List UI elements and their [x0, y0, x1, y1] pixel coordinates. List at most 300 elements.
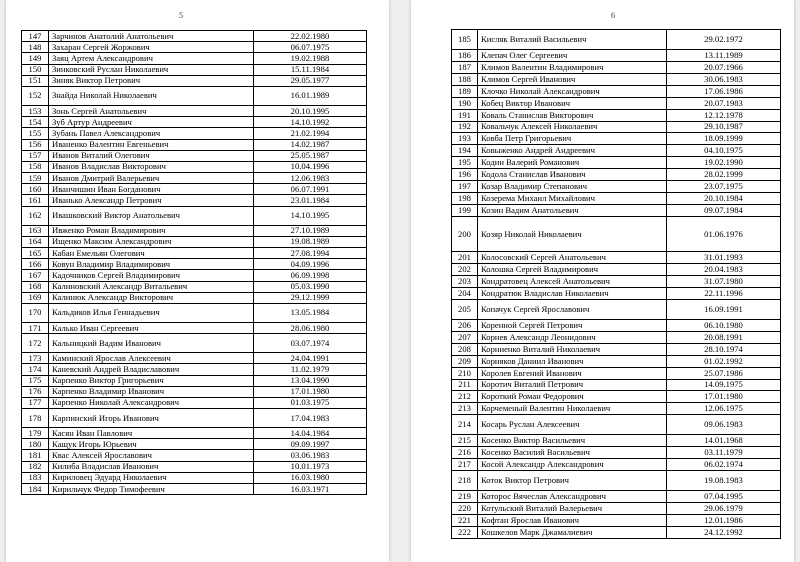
table-row	[452, 133, 781, 145]
birth-date: 22.11.1996	[667, 288, 781, 300]
birth-date: 13.11.1989	[667, 50, 781, 62]
birth-date: 09.07.1984	[667, 204, 781, 216]
person-name: Кальницкий Вадим Иванович	[49, 334, 254, 353]
table-row	[452, 331, 781, 343]
row-number: 173	[22, 353, 49, 364]
table-row	[452, 180, 781, 192]
person-name: Ивженко Роман Владимирович	[49, 225, 254, 236]
person-name: Калинюк Александр Викторович	[49, 292, 254, 303]
birth-date: 24.12.1992	[667, 526, 781, 538]
person-name: Коваль Станислав Викторович	[478, 109, 667, 121]
table-row	[22, 53, 367, 64]
person-name: Иванов Дмитрий Валерьевич	[49, 173, 254, 184]
birth-date: 20.04.1983	[667, 264, 781, 276]
person-name: Кабан Емельян Олегович	[49, 248, 254, 259]
row-number: 202	[452, 264, 478, 276]
row-number: 216	[452, 447, 478, 459]
row-number: 208	[452, 343, 478, 355]
person-name: Иванько Александр Петрович	[49, 195, 254, 206]
table-row	[22, 195, 367, 206]
birth-date: 24.04.1991	[254, 353, 367, 364]
table-row	[22, 117, 367, 128]
birth-date: 29.06.1979	[667, 503, 781, 515]
birth-date: 13.05.1984	[254, 303, 367, 322]
table-row	[22, 150, 367, 161]
person-name: Зонь Сергей Анатольевич	[49, 105, 254, 116]
birth-date: 31.07.1980	[667, 276, 781, 288]
person-name: Козин Вадим Анатольевич	[478, 204, 667, 216]
table-row	[452, 204, 781, 216]
birth-date: 29.10.1987	[667, 121, 781, 133]
person-name: Косенко Василий Васильевич	[478, 447, 667, 459]
birth-date: 05.03.1990	[254, 281, 367, 292]
row-number: 153	[22, 105, 49, 116]
birth-date: 21.02.1994	[254, 128, 367, 139]
page-number: 6	[611, 11, 615, 20]
birth-date: 12.12.1978	[667, 109, 781, 121]
birth-date: 16.03.1971	[254, 484, 367, 495]
person-name: Кириловец Эдуард Николаевич	[49, 472, 254, 483]
birth-date: 19.08.1983	[667, 471, 781, 491]
table-row	[452, 459, 781, 471]
birth-date: 14.10.1995	[254, 206, 367, 225]
person-name: Кащук Игорь Юрьевич	[49, 439, 254, 450]
birth-date: 30.06.1983	[667, 73, 781, 85]
table-row	[452, 276, 781, 288]
row-number: 200	[452, 216, 478, 252]
table-row	[22, 439, 367, 450]
person-name: Косарь Руслан Алексеевич	[478, 415, 667, 435]
row-number: 187	[452, 62, 478, 74]
row-number: 164	[22, 236, 49, 247]
table-row	[22, 31, 367, 42]
person-name: Иванов Виталий Олегович	[49, 150, 254, 161]
birth-date: 27.08.1994	[254, 248, 367, 259]
row-number: 197	[452, 180, 478, 192]
row-number: 155	[22, 128, 49, 139]
person-name: Зубань Павел Александрович	[49, 128, 254, 139]
birth-date: 10.04.1996	[254, 161, 367, 172]
birth-date: 17.06.1986	[667, 85, 781, 97]
table-row	[452, 367, 781, 379]
birth-date: 06.07.1991	[254, 184, 367, 195]
table-row	[452, 121, 781, 133]
birth-date: 11.02.1979	[254, 364, 367, 375]
table-row	[22, 184, 367, 195]
person-name: Ковба Петр Григорьевич	[478, 133, 667, 145]
row-number: 206	[452, 320, 478, 332]
table-row	[452, 299, 781, 319]
row-number: 174	[22, 364, 49, 375]
row-number: 201	[452, 252, 478, 264]
row-number: 194	[452, 145, 478, 157]
person-name: Корняков Даниил Иванович	[478, 355, 667, 367]
row-number: 156	[22, 139, 49, 150]
table-row	[22, 303, 367, 322]
person-name: Захаран Сергей Жоржович	[49, 42, 254, 53]
birth-date: 29.12.1999	[254, 292, 367, 303]
row-number: 150	[22, 64, 49, 75]
row-number: 162	[22, 206, 49, 225]
table-row	[22, 64, 367, 75]
row-number: 203	[452, 276, 478, 288]
table-row	[22, 353, 367, 364]
person-name: Иванчишин Иван Богданович	[49, 184, 254, 195]
birth-date: 03.11.1979	[667, 447, 781, 459]
birth-date: 31.01.1993	[667, 252, 781, 264]
birth-date: 12.06.1983	[254, 173, 367, 184]
person-name: Знайда Николай Николаевич	[49, 86, 254, 105]
table-row	[452, 403, 781, 415]
birth-date: 14.02.1987	[254, 139, 367, 150]
person-name: Килиба Владислав Иванович	[49, 461, 254, 472]
table-row	[452, 109, 781, 121]
person-name: Козерема Михаил Михайлович	[478, 192, 667, 204]
person-name: Карпенко Владимир Иванович	[49, 386, 254, 397]
birth-date: 17.01.1980	[254, 386, 367, 397]
row-number: 158	[22, 161, 49, 172]
table-row	[22, 139, 367, 150]
table-row	[452, 62, 781, 74]
birth-date: 09.09.1997	[254, 439, 367, 450]
row-number: 218	[452, 471, 478, 491]
row-number: 199	[452, 204, 478, 216]
person-name: Кобец Виктор Иванович	[478, 97, 667, 109]
row-number: 210	[452, 367, 478, 379]
person-name: Котульский Виталий Валерьевич	[478, 503, 667, 515]
table-row	[22, 161, 367, 172]
person-name: Корчеменый Валентин Николаевич	[478, 403, 667, 415]
person-name: Климов Сергей Иванович	[478, 73, 667, 85]
row-number: 204	[452, 288, 478, 300]
row-number: 188	[452, 73, 478, 85]
table-row	[452, 447, 781, 459]
row-number: 184	[22, 484, 49, 495]
table-row	[22, 334, 367, 353]
birth-date: 20.07.1983	[667, 97, 781, 109]
birth-date: 17.04.1983	[254, 409, 367, 428]
row-number: 157	[22, 150, 49, 161]
table-row	[452, 355, 781, 367]
table-row	[22, 386, 367, 397]
table-row	[452, 216, 781, 252]
row-number: 211	[452, 379, 478, 391]
row-number: 215	[452, 435, 478, 447]
person-name: Козар Владимир Степанович	[478, 180, 667, 192]
row-number: 209	[452, 355, 478, 367]
table-row	[22, 259, 367, 270]
person-name: Кофтан Ярослав Иванович	[478, 515, 667, 527]
birth-date: 03.06.1983	[254, 450, 367, 461]
person-name: Каневский Андрей Владиславович	[49, 364, 254, 375]
person-name: Клочко Николай Александрович	[478, 85, 667, 97]
person-name: Коток Виктор Петрович	[478, 471, 667, 491]
table-row	[452, 515, 781, 527]
birth-date: 04.09.1996	[254, 259, 367, 270]
person-name: Кадочников Сергей Владимирович	[49, 270, 254, 281]
birth-date: 19.02.1990	[667, 157, 781, 169]
row-number: 165	[22, 248, 49, 259]
birth-date: 12.06.1975	[667, 403, 781, 415]
person-name: Зарчинов Анатолий Анатольевич	[49, 31, 254, 42]
person-name: Колошка Сергей Владимирович	[478, 264, 667, 276]
row-number: 172	[22, 334, 49, 353]
row-number: 154	[22, 117, 49, 128]
person-name: Короткий Роман Федорович	[478, 391, 667, 403]
row-number: 192	[452, 121, 478, 133]
row-number: 217	[452, 459, 478, 471]
person-name: Которос Вячеслав Александрович	[478, 491, 667, 503]
birth-date: 06.10.1980	[667, 320, 781, 332]
table-row	[22, 409, 367, 428]
row-number: 168	[22, 281, 49, 292]
row-number: 177	[22, 397, 49, 408]
birth-date: 01.03.1975	[254, 397, 367, 408]
row-number: 178	[22, 409, 49, 428]
person-name: Иванов Владислав Викторович	[49, 161, 254, 172]
birth-date: 25.07.1986	[667, 367, 781, 379]
table-row	[452, 288, 781, 300]
birth-date: 10.01.1973	[254, 461, 367, 472]
table-row	[452, 73, 781, 85]
person-name: Ивашковский Виктор Анатольевич	[49, 206, 254, 225]
table-row	[22, 364, 367, 375]
table-row	[22, 270, 367, 281]
table-row	[452, 526, 781, 538]
table-row	[22, 461, 367, 472]
birth-date: 06.02.1974	[667, 459, 781, 471]
table-row	[22, 225, 367, 236]
table-row	[22, 173, 367, 184]
birth-date: 16.03.1980	[254, 472, 367, 483]
person-name: Колосовский Сергей Анатольевич	[478, 252, 667, 264]
birth-date: 18.09.1999	[667, 133, 781, 145]
table-row	[452, 252, 781, 264]
birth-date: 12.01.1986	[667, 515, 781, 527]
row-number: 222	[452, 526, 478, 538]
table-row	[452, 503, 781, 515]
person-name: Заяц Артем Александрович	[49, 53, 254, 64]
personnel-table	[21, 30, 367, 495]
row-number: 152	[22, 86, 49, 105]
table-row	[452, 192, 781, 204]
table-row	[452, 50, 781, 62]
table-row	[22, 248, 367, 259]
page-number: 5	[179, 11, 183, 20]
row-number: 198	[452, 192, 478, 204]
table-row	[452, 157, 781, 169]
row-number: 161	[22, 195, 49, 206]
row-number: 190	[452, 97, 478, 109]
table-row	[22, 128, 367, 139]
birth-date: 25.05.1987	[254, 150, 367, 161]
row-number: 149	[22, 53, 49, 64]
table-row	[22, 236, 367, 247]
table-row	[22, 450, 367, 461]
row-number: 220	[452, 503, 478, 515]
birth-date: 16.09.1991	[667, 299, 781, 319]
birth-date: 14.09.1975	[667, 379, 781, 391]
birth-date: 14.01.1968	[667, 435, 781, 447]
row-number: 170	[22, 303, 49, 322]
table-row	[452, 169, 781, 181]
person-name: Корниенко Виталий Николаевич	[478, 343, 667, 355]
row-number: 213	[452, 403, 478, 415]
row-number: 163	[22, 225, 49, 236]
person-name: Ковун Владимир Владимирович	[49, 259, 254, 270]
birth-date: 17.01.1980	[667, 391, 781, 403]
person-name: Ковальчук Алексей Николаевич	[478, 121, 667, 133]
row-number: 185	[452, 30, 478, 50]
birth-date: 20.10.1984	[667, 192, 781, 204]
person-name: Климов Валентин Владимирович	[478, 62, 667, 74]
table-row	[452, 30, 781, 50]
person-name: Квас Алексей Ярославович	[49, 450, 254, 461]
row-number: 214	[452, 415, 478, 435]
table-row	[452, 471, 781, 491]
birth-date: 23.07.1975	[667, 180, 781, 192]
table-row	[452, 97, 781, 109]
row-number: 196	[452, 169, 478, 181]
birth-date: 27.10.1989	[254, 225, 367, 236]
row-number: 180	[22, 439, 49, 450]
person-name: Кондратюк Владислав Николаевич	[478, 288, 667, 300]
table-row	[452, 435, 781, 447]
person-name: Ковыженко Андрей Андреевич	[478, 145, 667, 157]
person-name: Косой Александр Александрович	[478, 459, 667, 471]
birth-date: 13.04.1990	[254, 375, 367, 386]
birth-date: 23.01.1984	[254, 195, 367, 206]
person-name: Зуб Артур Андреевич	[49, 117, 254, 128]
personnel-table	[451, 29, 781, 539]
birth-date: 20.07.1966	[667, 62, 781, 74]
row-number: 189	[452, 85, 478, 97]
table-row	[452, 320, 781, 332]
birth-date: 09.06.1983	[667, 415, 781, 435]
row-number: 169	[22, 292, 49, 303]
table-row	[22, 42, 367, 53]
person-name: Кальдиков Илья Геннадьевич	[49, 303, 254, 322]
birth-date: 22.02.1980	[254, 31, 367, 42]
row-number: 175	[22, 375, 49, 386]
person-name: Калиновский Александр Витальевич	[49, 281, 254, 292]
person-name: Козяр Николай Николаевич	[478, 216, 667, 252]
row-number: 186	[452, 50, 478, 62]
birth-date: 07.04.1995	[667, 491, 781, 503]
row-number: 148	[22, 42, 49, 53]
person-name: Кисляк Виталий Васильевич	[478, 30, 667, 50]
person-name: Королев Евгений Иванович	[478, 367, 667, 379]
row-number: 159	[22, 173, 49, 184]
birth-date: 29.05.1977	[254, 75, 367, 86]
person-name: Иваненко Валентин Евгеньевич	[49, 139, 254, 150]
birth-date: 01.02.1992	[667, 355, 781, 367]
table-row	[22, 472, 367, 483]
birth-date: 14.10.1992	[254, 117, 367, 128]
table-row	[452, 343, 781, 355]
document-page-5	[6, 0, 389, 562]
table-row	[452, 145, 781, 157]
person-name: Кодола Станислав Иванович	[478, 169, 667, 181]
person-name: Карпенко Виктор Григорьевич	[49, 375, 254, 386]
birth-date: 28.10.1974	[667, 343, 781, 355]
table-row	[452, 379, 781, 391]
table-row	[22, 75, 367, 86]
birth-date: 14.04.1984	[254, 428, 367, 439]
birth-date: 01.06.1976	[667, 216, 781, 252]
table-row	[452, 391, 781, 403]
row-number: 151	[22, 75, 49, 86]
row-number: 221	[452, 515, 478, 527]
row-number: 193	[452, 133, 478, 145]
row-number: 182	[22, 461, 49, 472]
row-number: 219	[452, 491, 478, 503]
person-name: Клепач Олег Сергеевич	[478, 50, 667, 62]
table-row	[22, 484, 367, 495]
birth-date: 19.02.1988	[254, 53, 367, 64]
row-number: 147	[22, 31, 49, 42]
person-name: Карпенко Николай Александрович	[49, 397, 254, 408]
row-number: 176	[22, 386, 49, 397]
person-name: Каминский Ярослав Алексеевич	[49, 353, 254, 364]
table-row	[452, 85, 781, 97]
person-name: Кошкелов Марк Джамалиевич	[478, 526, 667, 538]
table-row	[22, 322, 367, 333]
row-number: 195	[452, 157, 478, 169]
row-number: 167	[22, 270, 49, 281]
row-number: 207	[452, 331, 478, 343]
table-row	[22, 375, 367, 386]
table-row	[22, 281, 367, 292]
birth-date: 20.10.1995	[254, 105, 367, 116]
birth-date: 19.08.1989	[254, 236, 367, 247]
table-row	[22, 292, 367, 303]
table-row	[22, 105, 367, 116]
person-name: Зиняк Виктор Петрович	[49, 75, 254, 86]
table-row	[22, 86, 367, 105]
table-row	[452, 415, 781, 435]
person-name: Зинковский Руслан Николаевич	[49, 64, 254, 75]
person-name: Копачук Сергей Ярославович	[478, 299, 667, 319]
row-number: 160	[22, 184, 49, 195]
person-name: Коротич Виталий Петрович	[478, 379, 667, 391]
person-name: Коренной Сергей Петрович	[478, 320, 667, 332]
birth-date: 15.11.1984	[254, 64, 367, 75]
person-name: Корнев Александр Леонидович	[478, 331, 667, 343]
person-name: Ищенко Максим Александрович	[49, 236, 254, 247]
table-row	[22, 428, 367, 439]
table-row	[452, 264, 781, 276]
person-name: Кодин Валерий Романович	[478, 157, 667, 169]
birth-date: 20.08.1991	[667, 331, 781, 343]
person-name: Карпинский Игорь Иванович	[49, 409, 254, 428]
birth-date: 28.06.1980	[254, 322, 367, 333]
birth-date: 16.01.1989	[254, 86, 367, 105]
birth-date: 04.10.1975	[667, 145, 781, 157]
row-number: 166	[22, 259, 49, 270]
birth-date: 06.07.1975	[254, 42, 367, 53]
table-row	[22, 397, 367, 408]
person-name: Калько Иван Сергеевич	[49, 322, 254, 333]
row-number: 205	[452, 299, 478, 319]
table-row	[22, 206, 367, 225]
person-name: Кирильчук Федор Тимофеевич	[49, 484, 254, 495]
row-number: 181	[22, 450, 49, 461]
row-number: 171	[22, 322, 49, 333]
birth-date: 28.02.1999	[667, 169, 781, 181]
row-number: 191	[452, 109, 478, 121]
birth-date: 29.02.1972	[667, 30, 781, 50]
